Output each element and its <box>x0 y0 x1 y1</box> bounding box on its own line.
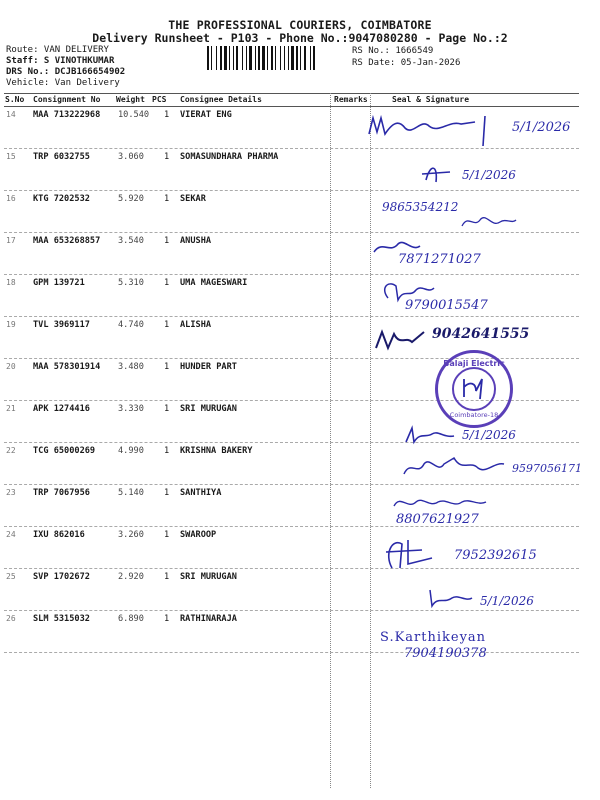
company-title: THE PROFESSIONAL COURIERS, COIMBATORE <box>168 18 432 32</box>
barcode-bar <box>242 46 243 70</box>
row-weight: 3.480 <box>118 362 144 372</box>
row-weight: 10.540 <box>118 110 150 120</box>
row-consignment: MAA 713222968 <box>33 110 101 120</box>
barcode-bar <box>291 46 294 70</box>
row-separator <box>4 316 579 317</box>
row-consignee: SRI MURUGAN <box>180 572 237 582</box>
row-sno: 21 <box>6 404 16 413</box>
row-separator <box>4 526 579 527</box>
row-consignment: TVL 3969117 <box>33 320 90 330</box>
barcode-bar <box>224 46 227 70</box>
row-separator <box>4 568 579 569</box>
row-sno: 18 <box>6 278 16 287</box>
col-sno: S.No <box>5 95 25 104</box>
row-consignee: UMA MAGESWARI <box>180 278 248 288</box>
rs-number: RS No.: 1666549 <box>352 46 434 56</box>
row-consignment: TRP 7067956 <box>33 488 90 498</box>
row-consignment: IXU 862016 <box>33 530 85 540</box>
row-consignee: ANUSHA <box>180 236 212 246</box>
barcode-bar <box>233 46 234 70</box>
company-stamp <box>435 350 513 428</box>
row-pcs: 1 <box>164 446 170 456</box>
handwritten-phone: 9042641555 <box>432 326 530 342</box>
row-consignee: SEKAR <box>180 194 206 204</box>
row-sno: 22 <box>6 446 16 455</box>
barcode-bar <box>255 46 256 70</box>
rs-date: RS Date: 05-Jan-2026 <box>352 58 461 68</box>
row-consignment: TRP 6032755 <box>33 152 90 162</box>
barcode-bar <box>258 46 260 70</box>
row-separator <box>4 442 579 443</box>
row-pcs: 1 <box>164 488 170 498</box>
table-header <box>0 95 600 107</box>
barcode-bar <box>284 46 285 70</box>
row-pcs: 1 <box>164 278 170 288</box>
row-consignment: SLM 5315032 <box>33 614 90 624</box>
row-sno: 26 <box>6 614 16 623</box>
handwritten-phone: 7904190378 <box>404 646 487 661</box>
barcode-bar <box>296 46 298 70</box>
row-sno: 19 <box>6 320 16 329</box>
row-weight: 3.060 <box>118 152 144 162</box>
row-sno: 25 <box>6 572 16 581</box>
barcode <box>207 46 349 70</box>
handwritten-phone: 7952392615 <box>454 548 537 563</box>
row-consignee: SANTHIYA <box>180 488 222 498</box>
row-weight: 3.330 <box>118 404 144 414</box>
vehicle-label: Vehicle: Van Delivery <box>6 78 120 88</box>
signature-scribble <box>390 492 490 514</box>
barcode-bar <box>249 46 252 70</box>
table-row <box>0 488 600 530</box>
row-weight: 4.740 <box>118 320 144 330</box>
signature-scribble <box>426 586 476 610</box>
row-consignment: KTG 7202532 <box>33 194 90 204</box>
handwritten-phone: 9790015547 <box>405 298 488 313</box>
row-separator <box>4 232 579 233</box>
row-consignee: KRISHNA BAKERY <box>180 446 253 456</box>
barcode-bar <box>313 46 315 70</box>
row-consignee: ALISHA <box>180 320 212 330</box>
row-sno: 23 <box>6 488 16 497</box>
handwritten-date: 5/1/2026 <box>480 594 534 608</box>
handwritten-phone: 8807621927 <box>396 512 479 527</box>
row-pcs: 1 <box>164 152 170 162</box>
row-consignee: SWAROOP <box>180 530 217 540</box>
row-consignee: VIERAT ENG <box>180 110 232 120</box>
barcode-bar <box>300 46 301 70</box>
signature-scribble <box>400 454 510 484</box>
col-consignee: Consignee Details <box>180 95 262 104</box>
barcode-bar <box>280 46 281 70</box>
table-row <box>0 614 600 656</box>
col-weight: Weight <box>116 95 145 104</box>
signature-scribble <box>382 534 442 574</box>
barcode-bar <box>207 46 209 70</box>
row-consignee: HUNDER PART <box>180 362 237 372</box>
row-sno: 20 <box>6 362 16 371</box>
row-separator <box>4 610 579 611</box>
barcode-bar <box>236 46 238 70</box>
row-consignment: GPM 139721 <box>33 278 85 288</box>
row-weight: 3.260 <box>118 530 144 540</box>
stamp-bottom-text: Coimbatore-18 <box>449 411 499 419</box>
row-weight: 5.310 <box>118 278 144 288</box>
row-sno: 17 <box>6 236 16 245</box>
handwritten-date: 5/1/2026 <box>462 168 516 182</box>
row-pcs: 1 <box>164 236 170 246</box>
row-pcs: 1 <box>164 362 170 372</box>
row-weight: 5.920 <box>118 194 144 204</box>
row-pcs: 1 <box>164 614 170 624</box>
rs-meta <box>352 45 460 69</box>
row-weight: 4.990 <box>118 446 144 456</box>
col-pcs: PCS <box>152 95 167 104</box>
drs-number: DRS No.: DCJB166654902 <box>6 67 126 77</box>
barcode-bar <box>220 46 222 70</box>
row-consignee: RATHINARAJA <box>180 614 237 624</box>
row-consignment: MAA 653268857 <box>33 236 101 246</box>
row-pcs: 1 <box>164 110 170 120</box>
header-rule-top <box>4 93 579 94</box>
row-pcs: 1 <box>164 404 170 414</box>
row-consignee: SOMASUNDHARA PHARMA <box>180 152 279 162</box>
signature-scribble <box>420 160 460 190</box>
row-separator <box>4 484 579 485</box>
barcode-bar <box>310 46 311 70</box>
stamp-signature <box>458 375 488 401</box>
barcode-bar <box>267 46 268 70</box>
row-weight: 5.140 <box>118 488 144 498</box>
handwritten-phone: 9865354212 <box>382 200 459 214</box>
row-separator <box>4 652 579 653</box>
barcode-bar <box>275 46 276 70</box>
row-consignment: TCG 65000269 <box>33 446 96 456</box>
runsheet-meta <box>6 45 125 89</box>
row-consignment: SVP 1702672 <box>33 572 90 582</box>
row-sno: 16 <box>6 194 16 203</box>
barcode-bar <box>246 46 247 70</box>
row-pcs: 1 <box>164 530 170 540</box>
barcode-bar <box>288 46 289 70</box>
handwritten-name: S.Karthikeyan <box>380 630 487 645</box>
row-weight: 6.890 <box>118 614 144 624</box>
row-sno: 24 <box>6 530 16 539</box>
signature-scribble <box>458 212 518 232</box>
row-consignee: SRI MURUGAN <box>180 404 237 414</box>
handwritten-phone: 7871271027 <box>398 252 481 267</box>
barcode-bar <box>216 46 217 70</box>
row-weight: 2.920 <box>118 572 144 582</box>
staff-label: Staff: S VINOTHKUMAR <box>6 56 115 66</box>
row-pcs: 1 <box>164 572 170 582</box>
signature-scribble <box>365 112 525 152</box>
row-sno: 15 <box>6 152 16 161</box>
row-sno: 14 <box>6 110 16 119</box>
barcode-bar <box>262 46 265 70</box>
route-label: Route: VAN DELIVERY <box>6 45 109 55</box>
barcode-bar <box>229 46 230 70</box>
row-pcs: 1 <box>164 320 170 330</box>
runsheet-subtitle: Delivery Runsheet - P103 - Phone No.:9047080280 - Page No.:2 <box>92 31 508 45</box>
handwritten-date: 5/1/2026 <box>512 120 571 135</box>
col-consignment: Consignment No <box>33 95 101 104</box>
col-remarks: Remarks <box>334 95 368 104</box>
barcode-bar <box>211 46 212 70</box>
row-consignment: MAA 578301914 <box>33 362 101 372</box>
handwritten-date: 5/1/2026 <box>462 428 516 442</box>
barcode-bar <box>271 46 273 70</box>
stamp-top-text: Balaji Electric <box>443 359 505 368</box>
row-separator <box>4 274 579 275</box>
row-pcs: 1 <box>164 194 170 204</box>
barcode-bar <box>304 46 306 70</box>
signature-scribble <box>374 328 430 354</box>
handwritten-phone: 9597056171 <box>512 462 582 475</box>
signature-scribble <box>402 424 458 448</box>
table-row <box>0 236 600 278</box>
table-row <box>0 446 600 488</box>
row-weight: 3.540 <box>118 236 144 246</box>
table-row <box>0 278 600 320</box>
row-consignment: APK 1274416 <box>33 404 90 414</box>
col-seal: Seal & Signature <box>392 95 470 104</box>
row-separator <box>4 190 579 191</box>
